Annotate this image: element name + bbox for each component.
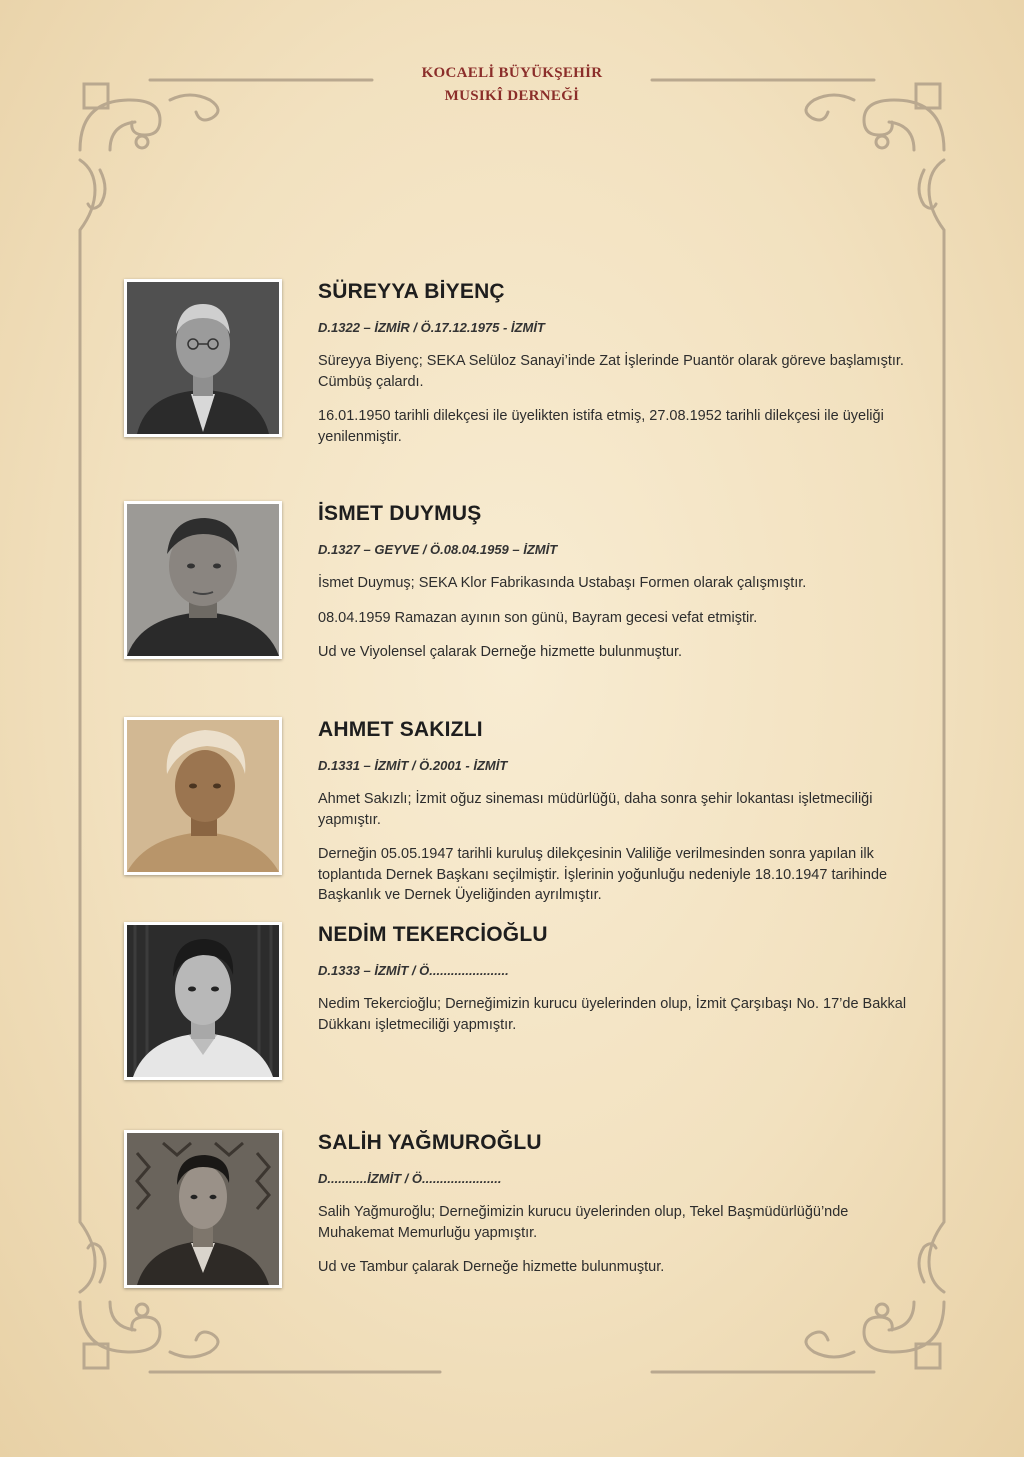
portrait-photo	[124, 922, 282, 1080]
biography-paragraph: Nedim Tekercioğlu; Derneğimizin kurucu üyelerinden olup, İzmit Çarşıbaşı No. 17’de Bakkal Dükkanı işletmeciliği yapmıştır.	[318, 996, 907, 1033]
portrait-photo	[124, 501, 282, 659]
person-dates: D.1331 – İZMİT / Ö.2001 - İZMİT	[318, 758, 508, 773]
organization-title	[312, 62, 712, 108]
person-name: SALİH YAĞMUROĞLU	[318, 1131, 542, 1154]
biography-paragraph: Ud ve Viyolensel çalarak Derneğe hizmette bulunmuştur.	[318, 644, 683, 660]
portrait-photo	[124, 717, 282, 875]
biography-paragraph: Salih Yağmuroğlu; Derneğimizin kurucu üyelerinden olup, Tekel Başmüdürlüğü’nde Muhakemat Memurluğu yapmıştır.	[318, 1204, 849, 1241]
biography-paragraph: 16.01.1950 tarihli dilekçesi ile üyelikten istifa etmiş, 27.08.1952 tarihli dilekçesi ile üyeliği yenilenmiştir.	[318, 408, 884, 445]
organization-title-line1: KOCAELİ BÜYÜKŞEHİR	[421, 65, 603, 81]
biography-paragraph: İsmet Duymuş; SEKA Klor Fabrikasında Ustabaşı Formen olarak çalışmıştır.	[318, 575, 807, 591]
biography-paragraph: Derneğin 05.05.1947 tarihli kuruluş dilekçesinin Valiliğe verilmesinden sonra yapılan ilk toplantıda Dernek Başkanı seçilmiştir. İşlerinin yoğunluğu nedeniyle 18.10.1947 tarihinde Başkanlık ve Dernek Üyeliğinden ayrılmıştır.	[318, 846, 888, 903]
person-dates: D.1327 – GEYVE / Ö.08.04.1959 – İZMİT	[318, 542, 558, 557]
portrait-photo	[124, 1130, 282, 1288]
person-dates: D.1322 – İZMİR / Ö.17.12.1975 - İZMİT	[318, 320, 545, 335]
biography-paragraph: Süreyya Biyenç; SEKA Selüloz Sanayi’inde Zat İşlerinde Puantör olarak göreve başlamıştır. Cümbüş çalardı.	[318, 353, 904, 390]
person-name: AHMET SAKIZLI	[318, 718, 483, 741]
organization-title-line2: MUSIKÎ DERNEĞİ	[444, 88, 580, 104]
person-dates: D...........İZMİT / Ö......................	[318, 1171, 502, 1186]
portrait-photo	[124, 279, 282, 437]
person-name: SÜREYYA BİYENÇ	[318, 280, 505, 303]
biography-paragraph: 08.04.1959 Ramazan ayının son günü, Bayram gecesi vefat etmiştir.	[318, 609, 758, 626]
person-name: İSMET DUYMUŞ	[318, 502, 482, 525]
biography-paragraph: Ud ve Tambur çalarak Derneğe hizmette bulunmuştur.	[318, 1259, 665, 1275]
person-name: NEDİM TEKERCİOĞLU	[318, 923, 548, 946]
person-dates: D.1333 – İZMİT / Ö......................	[318, 963, 509, 978]
biography-paragraph: Ahmet Sakızlı; İzmit oğuz sineması müdürlüğü, daha sonra şehir lokantası işletmeciliği yapmıştır.	[318, 791, 873, 828]
